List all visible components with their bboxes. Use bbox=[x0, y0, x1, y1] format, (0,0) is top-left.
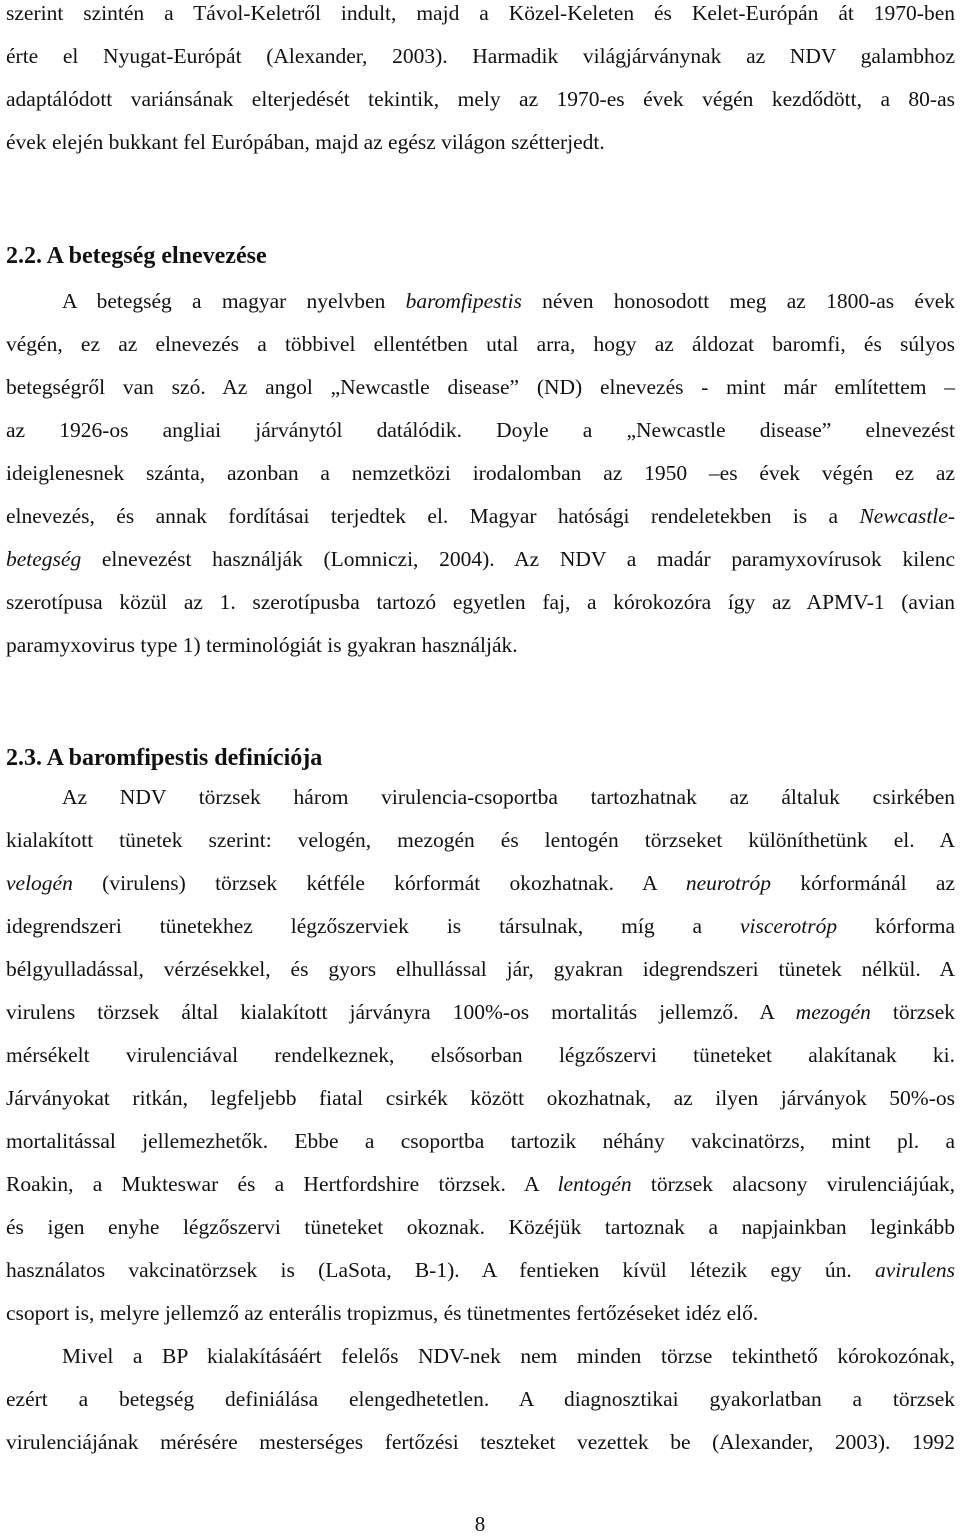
italic-term: velogén bbox=[6, 871, 73, 895]
text-line: Járványokat ritkán, legfeljebb fiatal csirkék között okozhatnak, az ilyen járványok 50%-os bbox=[6, 1086, 955, 1110]
text-line: velogén (virulens) törzsek kétféle kórformát okozhatnak. A neurotróp kórformánál az bbox=[6, 871, 955, 895]
section-2-3 bbox=[6, 742, 955, 1464]
italic-term: betegség bbox=[6, 547, 82, 571]
text-line: Roakin, a Mukteswar és a Hertfordshire törzsek. A lentogén törzsek alacsony virulenciájúak, bbox=[6, 1172, 956, 1196]
italic-term: lentogén bbox=[557, 1172, 632, 1196]
text-line: bélgyulladással, vérzésekkel, és gyors elhullással jár, gyakran idegrendszeri tünetek nélkül. A bbox=[6, 957, 955, 981]
text-line: szerotípusa közül az 1. szerotípusba tartozó egyetlen faj, a kórokozóra így az APMV-1 (avian bbox=[6, 590, 955, 614]
italic-term: Newcastle- bbox=[859, 504, 955, 528]
italic-term: neurotróp bbox=[685, 871, 772, 895]
text-line: végén, ez az elnevezés a többivel ellentétben utal arra, hogy az áldozat baromfi, és súlyos bbox=[6, 332, 955, 356]
italic-term: baromfipestis bbox=[405, 289, 522, 313]
text-line: mortalitással jellemezhetők. Ebbe a csoportba tartozik néhány vakcinatörzs, mint pl. a bbox=[6, 1129, 955, 1153]
paragraph-intro bbox=[6, 0, 955, 164]
text-line: idegrendszeri tünetekhez légzőszerviek is társulnak, míg a viscerotróp kórforma bbox=[6, 914, 955, 938]
text-line: virulenciájának mérésére mesterséges fertőzési teszteket vezettek be (Alexander, 2003). 1992 bbox=[6, 1430, 955, 1454]
text-line: ezért a betegség definiálása elengedhetetlen. A diagnosztikai gyakorlatban a törzsek bbox=[6, 1387, 955, 1411]
section-heading-2-3: 2.3. A baromfipestis definíciója bbox=[6, 745, 323, 771]
text-line: szerint szintén a Távol-Keletről indult, majd a Közel-Keleten és Kelet-Európán át 1970-ben bbox=[6, 1, 955, 25]
text-line: betegség elnevezést használják (Lomniczi, 2004). Az NDV a madár paramyxovírusok kilenc bbox=[6, 547, 955, 571]
italic-term: avirulens bbox=[874, 1258, 955, 1282]
text-line: az 1926-os angliai járványtól datálódik. Doyle a „Newcastle disease” elnevezést bbox=[6, 418, 955, 442]
text-line: csoport is, melyre jellemző az enterális tropizmus, és tünetmentes fertőzéseket idéz elő. bbox=[6, 1301, 759, 1325]
text-line: és igen enyhe légzőszervi tüneteket okoznak. Közéjük tartoznak a napjainkban leginkább bbox=[6, 1215, 955, 1239]
text-line: betegségről van szó. Az angol „Newcastle disease” (ND) elnevezés - mint már említettem – bbox=[6, 375, 955, 399]
italic-term: viscerotróp bbox=[739, 914, 838, 938]
text-line: használatos vakcinatörzsek is (LaSota, B-1). A fentieken kívül létezik egy ún. avirulens bbox=[6, 1258, 955, 1282]
text-line: paramyxovirus type 1) terminológiát is gyakran használják. bbox=[6, 633, 518, 657]
text-line: Az NDV törzsek három virulencia-csoportba tartozhatnak az általuk csirkében bbox=[62, 785, 955, 809]
text-line: Mivel a BP kialakításáért felelős NDV-nek nem minden törzse tekinthető kórokozónak, bbox=[62, 1344, 955, 1368]
italic-term: mezogén bbox=[795, 1000, 871, 1024]
text-line: évek elején bukkant fel Európában, majd az egész világon szétterjedt. bbox=[6, 130, 605, 154]
paragraph-virulence-groups bbox=[6, 776, 955, 1335]
text-line: érte el Nyugat-Európát (Alexander, 2003). Harmadik világjárványnak az NDV galambhoz bbox=[6, 44, 955, 68]
text-line: ideiglenesnek szánta, azonban a nemzetközi irodalomban az 1950 –es évek végén ez az bbox=[6, 461, 955, 485]
text-line: A betegség a magyar nyelvben baromfipestis néven honosodott meg az 1800-as évek bbox=[62, 289, 955, 313]
text-line: virulens törzsek által kialakított járványra 100%-os mortalitás jellemző. A mezogén törzsek bbox=[6, 1000, 955, 1024]
paragraph-disease-naming bbox=[6, 280, 955, 667]
section-2-2 bbox=[6, 240, 955, 667]
text-line: elnevezés, és annak fordításai terjedtek el. Magyar hatósági rendeletekben is a Newcastle- bbox=[6, 504, 955, 528]
text-line: adaptálódott variánsának elterjedését tekintik, mely az 1970-es évek végén kezdődött, a 80-as bbox=[6, 87, 955, 111]
text-line: mérsékelt virulenciával rendelkeznek, elsősorban légzőszervi tüneteket alakítanak ki. bbox=[6, 1043, 955, 1067]
text-line: kialakított tünetek szerint: velogén, mezogén és lentogén törzseket különíthetünk el. A bbox=[6, 828, 955, 852]
page-number: 8 bbox=[474, 1512, 486, 1536]
intro-paragraph bbox=[6, 0, 955, 164]
paragraph-definition bbox=[6, 1335, 955, 1464]
section-heading-2-2: 2.2. A betegség elnevezése bbox=[6, 243, 267, 269]
